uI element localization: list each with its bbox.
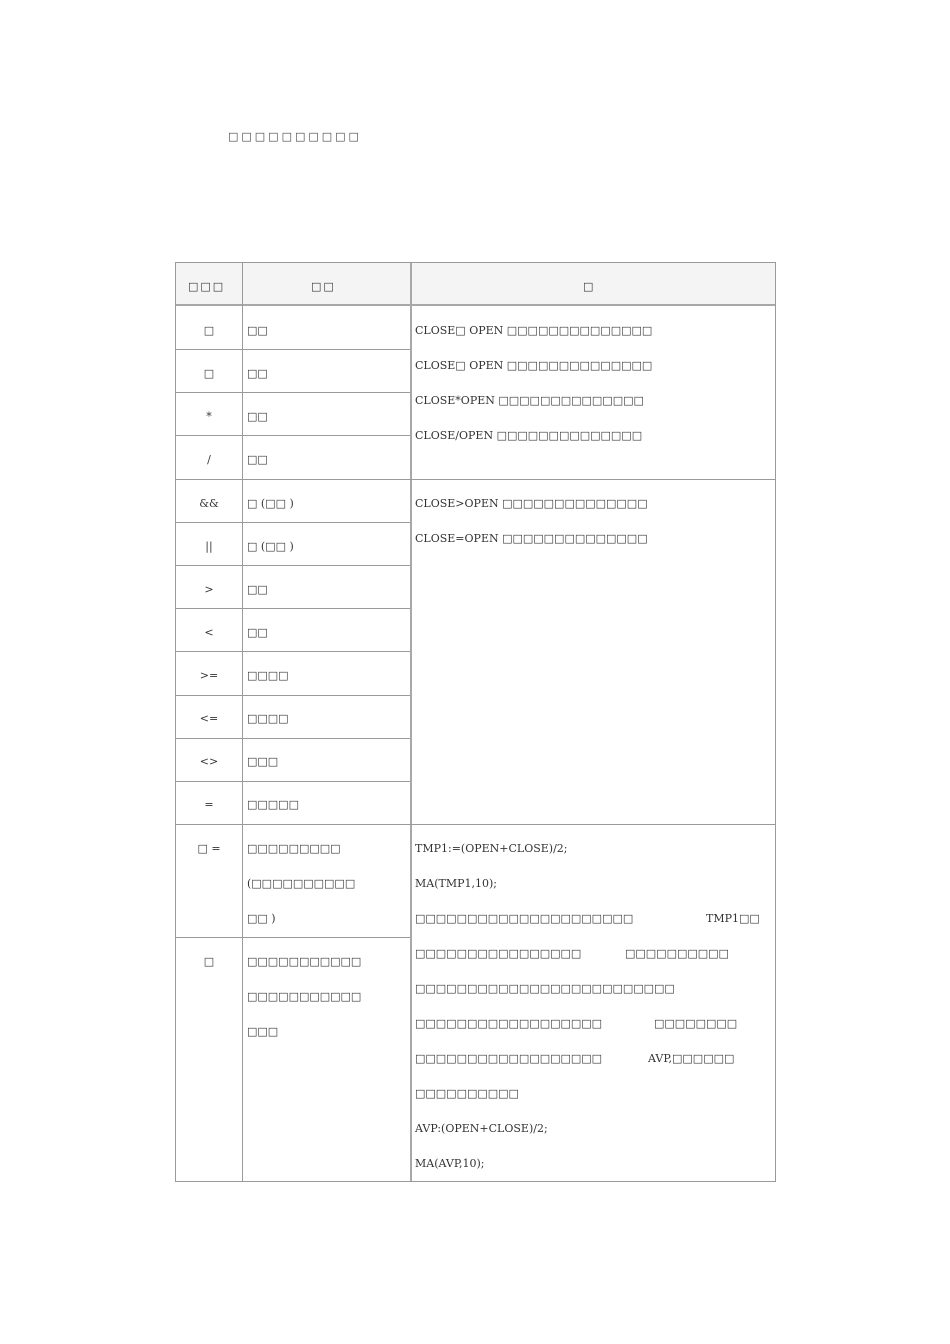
example-line-tail: □□□□□□□□□□ (625, 947, 729, 960)
example-line: CLOSE>OPEN □□□□□□□□□□□□□□ (415, 497, 648, 510)
example-line: CLOSE/OPEN □□□□□□□□□□□□□□ (415, 429, 643, 442)
example-line: □□□□□□□□□□ (415, 1087, 519, 1100)
meaning-cell: □□□ (247, 755, 279, 768)
group-divider (176, 479, 775, 480)
operator-cell: □ (203, 955, 215, 968)
row-divider (176, 937, 410, 938)
operator-cell: || (205, 540, 213, 553)
meaning-line: □□□□□□□□□ (247, 842, 341, 855)
example-line: □□□□□□□□□□□□□□□□□□ (415, 1052, 603, 1065)
table-header (176, 263, 775, 306)
example-line-tail: □□□□□□□□ (654, 1017, 738, 1030)
operator-cell: □ (203, 324, 215, 337)
col-divider-1 (242, 263, 243, 1181)
operator-cell: / (207, 453, 211, 466)
meaning-cell: □□ (247, 583, 268, 596)
operator-cell: * (206, 410, 212, 423)
meaning-line: □□□□□□□□□□□ (247, 990, 362, 1003)
meaning-line: □□□ (247, 1025, 279, 1038)
example-line: □□□□□□□□□□□□□□□□□□□□□□□□□ (415, 982, 675, 995)
page-heading: □□□□□□□□□□ (228, 130, 362, 143)
meaning-cell: □□ (247, 453, 268, 466)
row-divider (176, 435, 410, 436)
example-line-tail: AVP,□□□□□□ (648, 1052, 735, 1065)
meaning-cell: □□□□□ (247, 798, 299, 811)
operator-cell: □ = (197, 842, 221, 855)
operator-cell: <> (199, 755, 219, 768)
meaning-cell: □□□□ (247, 669, 289, 682)
meaning-cell: □□ (247, 626, 268, 639)
example-line: TMP1:=(OPEN+CLOSE)/2; (415, 842, 568, 855)
operator-cell: = (204, 798, 214, 811)
operator-cell: □ (203, 367, 215, 380)
example-line: □□□□□□□□□□□□□□□□□□ (415, 1017, 603, 1030)
example-line-tail: TMP1□□ (706, 912, 760, 925)
operator-cell: >= (199, 669, 219, 682)
header-operator: □□□ (188, 280, 226, 293)
meaning-line: (□□□□□□□□□□ (247, 877, 356, 890)
row-divider (176, 349, 410, 350)
meaning-line: □□ ) (247, 912, 276, 925)
meaning-line: □□□□□□□□□□□ (247, 955, 362, 968)
example-line: AVP:(OPEN+CLOSE)/2; (415, 1122, 548, 1135)
example-line: MA(AVP,10); (415, 1157, 485, 1170)
example-line: CLOSE□ OPEN □□□□□□□□□□□□□□ (415, 324, 653, 337)
col-divider-2 (410, 263, 412, 1181)
meaning-cell: □□□□ (247, 712, 289, 725)
example-line: CLOSE=OPEN □□□□□□□□□□□□□□ (415, 532, 648, 545)
operator-cell: <= (199, 712, 219, 725)
row-divider (176, 392, 410, 393)
row-divider (176, 522, 410, 523)
meaning-cell: □□ (247, 367, 268, 380)
meaning-cell: □ (□□ ) (247, 497, 294, 510)
example-line: □□□□□□□□□□□□□□□□□□□□□ (415, 912, 634, 925)
row-divider (176, 608, 410, 609)
operator-cell: && (199, 497, 219, 510)
row-divider (176, 781, 410, 782)
example-line: □□□□□□□□□□□□□□□□ (415, 947, 582, 960)
header-example: □ (583, 280, 596, 293)
meaning-cell: □ (□□ ) (247, 540, 294, 553)
meaning-cell: □□ (247, 324, 268, 337)
example-line: CLOSE*OPEN □□□□□□□□□□□□□□ (415, 394, 644, 407)
group-divider (176, 824, 775, 825)
operator-cell: < (204, 626, 214, 639)
header-meaning: □□ (311, 280, 336, 293)
meaning-cell: □□ (247, 410, 268, 423)
example-line: CLOSE□ OPEN □□□□□□□□□□□□□□ (415, 359, 653, 372)
row-divider (176, 695, 410, 696)
row-divider (176, 738, 410, 739)
example-line: MA(TMP1,10); (415, 877, 497, 890)
operator-cell: > (204, 583, 214, 596)
row-divider (176, 565, 410, 566)
row-divider (176, 651, 410, 652)
operator-table (175, 262, 776, 1182)
